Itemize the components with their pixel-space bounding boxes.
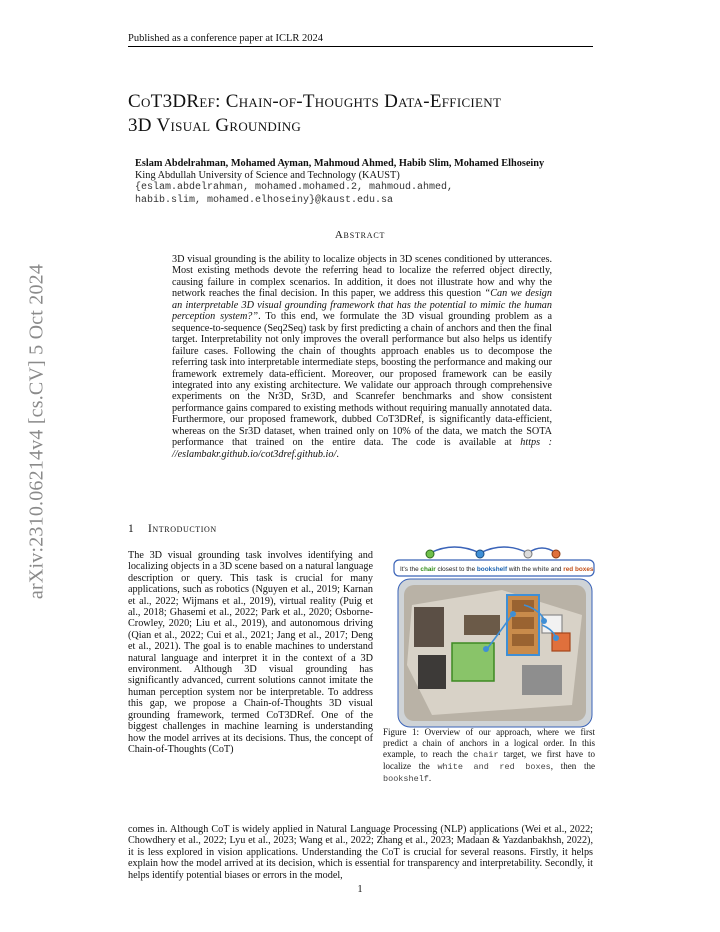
code-link[interactable]: https : //eslambakr.github.io/cot3dref.github.io/ [172, 437, 552, 460]
figure-1-illustration [392, 545, 598, 728]
utterance-bookshelf: bookshelf [476, 566, 508, 573]
header-rule [128, 46, 593, 47]
caption-chair: chair [473, 750, 499, 760]
abstract-question: “Can we design an interpretable 3D visual grounding framework that has the potential to mimic the human perception system?” [172, 288, 552, 323]
figure-1 [392, 545, 598, 728]
abstract-body [172, 254, 552, 460]
svg-text:It's the chair closest to the [400, 566, 594, 573]
section-heading-introduction [128, 523, 217, 535]
page-number: 1 [357, 884, 363, 895]
caption-text-3: , then the [550, 761, 595, 771]
title-line-2: 3D Visual Grounding [128, 115, 302, 136]
intro-full-width-text: comes in. Although CoT is widely applied in Natural Language Processing (NLP) applications (Wei et al., 2022; Chowdhery et al., 2022; Lyu et al., 2023; Wang et al., 2022; Zhang et al., 2023; Madaan & Yazdanbakhsh, 2022), it is less explored in vision applications. Understanding the CoT is crucial for several reasons. Firstly, it helps explain how the model arrived at its decision, which is essential for transparency and interpretability. Secondly, it helps identify potential biases or errors in the model, [128, 824, 593, 881]
utterance-and: and [549, 566, 564, 573]
caption-white-red: white and red boxes [437, 762, 551, 772]
abstract-heading: Abstract [334, 229, 386, 241]
utterance-prefix: It's the [400, 566, 421, 573]
title-line-1: CoT3DRef: Chain-of-Thoughts Data-Efficient [128, 91, 502, 112]
figure-1-caption [383, 727, 595, 785]
abstract-text-2: . To this end, we formulate the 3D visual grounding problem as a sequence-to-sequence (Seq2Seq) task by first predicting a chain of anchors and then the final target. Interpretability not only improves the overall performance but also helps us identify failure cases. Following the chain of thoughts approach enables us to decompose the referring task into interpretable intermediate steps, boosting the performance and making our framework extremely data-efficient. Moreover, our proposed framework can be easily integrated into any existing architecture. We validate our approach through comprehensive experiments on the Nr3D, Sr3D, and Scanrefer benchmarks and show consistent performance gains compared to existing methods without requiring manually annotated data. Furthermore, our proposed framework, dubbed CoT3DRef, is significantly data-efficient, whereas on the Sr3D dataset, when trained only on 10% of the data, we match the SOTA performance that trained on the entire data. The code is available at [172, 311, 552, 449]
abstract-text-1: 3D visual grounding is the ability to localize objects in 3D scenes conditioned by utterances. Most existing methods devote the referring head to localize the referred object directly, causing failure in complex scenarios. In addition, it does not illustrate how and why the network reaches the final decision. In this paper, we address this question [172, 254, 552, 300]
author-list: Eslam Abdelrahman, Mohamed Ayman, Mahmoud Ahmed, Habib Slim, Mohamed Elhoseiny [135, 158, 545, 169]
section-title: Introduction [148, 523, 217, 535]
caption-bookshelf: bookshelf [383, 774, 429, 784]
utterance-mid-1: closest to the [435, 566, 477, 573]
running-header: Published as a conference paper at ICLR 2024 [128, 33, 324, 44]
utterance-red-boxes: red boxes [563, 566, 594, 573]
email-line-1: {eslam.abdelrahman, mohamed.mohamed.2, mahmoud.ahmed, [135, 182, 454, 193]
caption-text-4: . [428, 773, 432, 783]
utterance-mid-2: with the [507, 566, 533, 573]
affiliation: King Abdullah University of Science and Technology (KAUST) [135, 170, 400, 181]
intro-column-text: The 3D visual grounding task involves identifying and localizing objects in a 3D scene based on a natural language description or query. This task is crucial for many applications, such as robotics (Nguyen et al., 2019; Karnan et al., 2022; Wijmans et al., 2019), virtual reality (Puig et al., 2018; Ghasemi et al., 2022; Park et al., 2020; Osborne-Crowley, 2020; Liu et al., 2019), and autonomous driving (Qian et al., 2022; Cui et al., 2021; Jang et al., 2017; Deng et al., 2021). The goal is to enable machines to understand natural language and interpret it in the context of a 3D environment. Although 3D visual grounding has significantly advanced, current solutions cannot imitate the human perception system nor be interpretable. To address this gap, we propose a Chain-of-Thoughts 3D visual grounding framework, termed CoT3DRef. One of the biggest challenges in machine learning is understanding how the model arrives at its decisions. Thus, the concept of Chain-of-Thoughts (CoT) [128, 550, 373, 755]
section-number: 1 [128, 523, 135, 535]
caption-text-2: target, we first have to localize the [383, 749, 596, 771]
caption-text-1: Figure 1: Overview of our approach, where we first predict a chain of anchors in a logical order. In this example, to reach the [383, 727, 595, 759]
utterance-chair: chair [420, 566, 436, 573]
author-emails [135, 181, 453, 207]
utterance-white: white [532, 566, 550, 573]
abstract-end: . [336, 448, 339, 460]
paper-title [128, 90, 608, 138]
arxiv-identifier: arXiv:2310.06214v4 [cs.CV] 5 Oct 2024 [25, 263, 48, 600]
email-line-2: habib.slim, mohamed.elhoseiny}@kaust.edu.sa [135, 195, 394, 206]
